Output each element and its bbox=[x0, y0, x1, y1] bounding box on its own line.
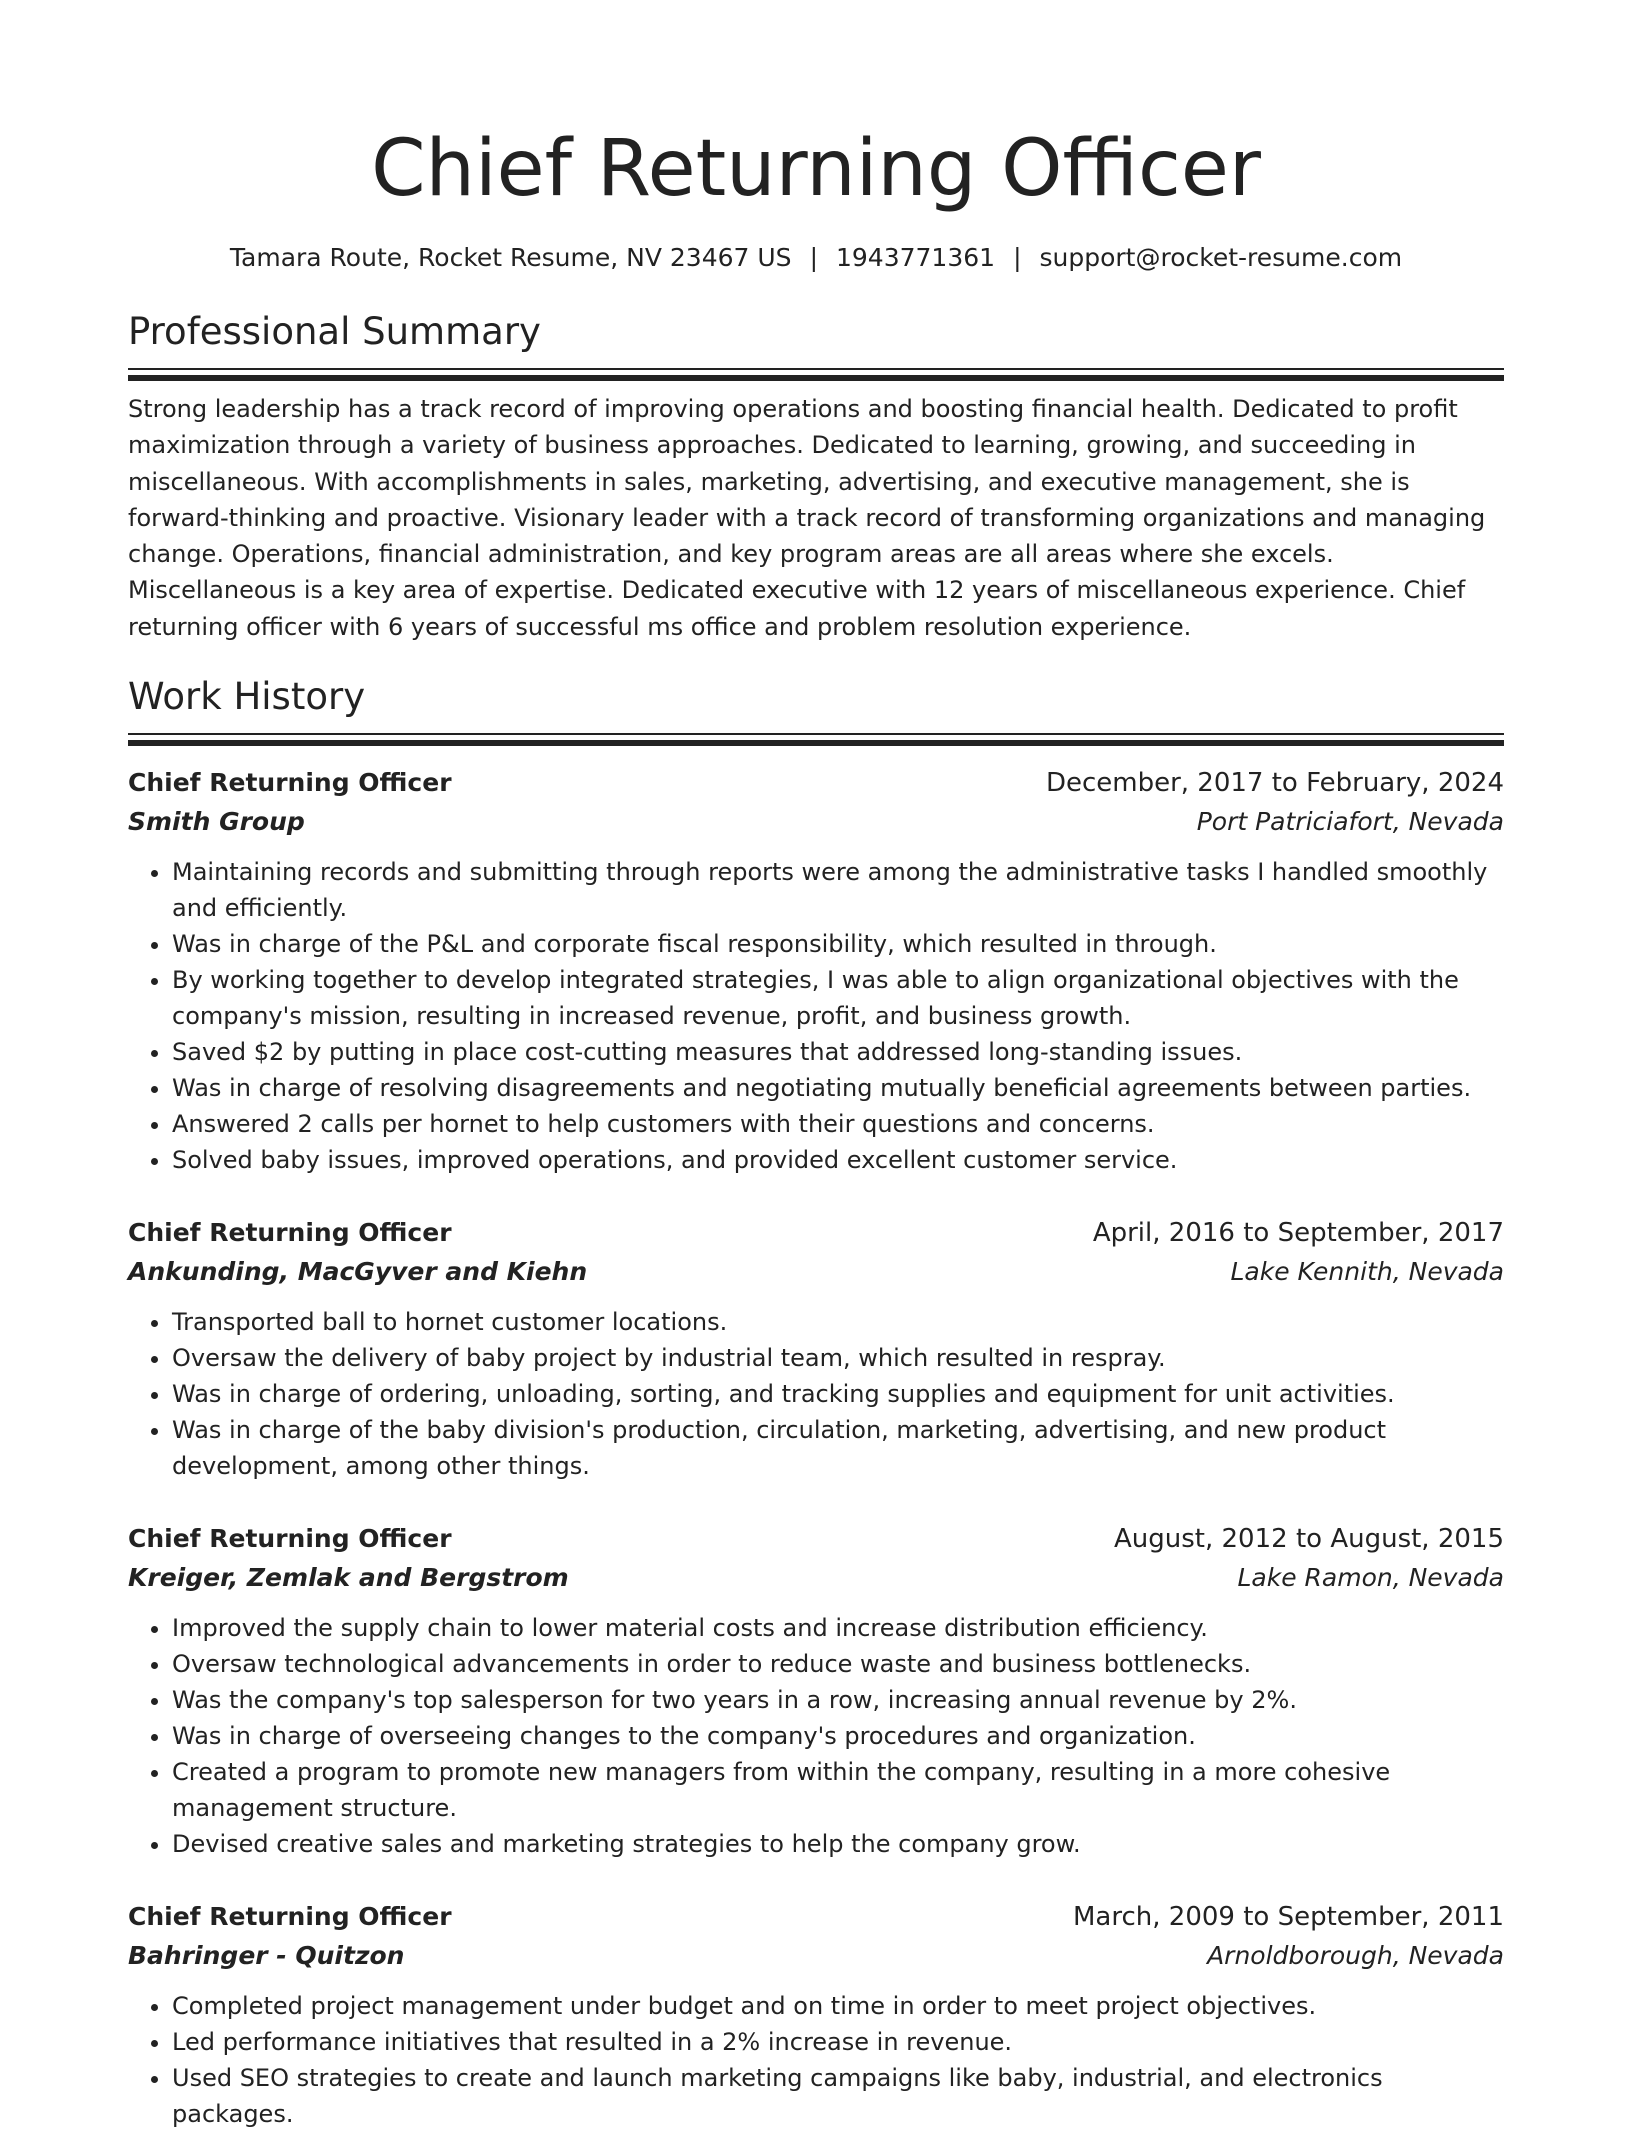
job-location: Lake Kennith, Nevada bbox=[1230, 1257, 1504, 1287]
job-dates: April, 2016 to September, 2017 bbox=[1092, 1218, 1504, 1249]
job-bullet-item: • Improved the supply chain to lower material costs and increase distribution efficiency. bbox=[172, 1610, 1504, 1646]
job-location: Lake Ramon, Nevada bbox=[1237, 1563, 1504, 1593]
job-entry bbox=[128, 764, 1504, 1178]
job-bullet-item: • Oversaw technological advancements in order to reduce waste and business bottlenecks. bbox=[172, 1646, 1504, 1682]
job-company: Ankunding, MacGyver and Kiehn bbox=[128, 1257, 588, 1287]
job-dates: August, 2012 to August, 2015 bbox=[1114, 1524, 1504, 1555]
page-title: Chief Returning Officer bbox=[371, 124, 1261, 214]
job-title: Chief Returning Officer bbox=[128, 1218, 452, 1248]
job-bullet-item: • Led performance initiatives that resulted in a 2% increase in revenue. bbox=[172, 2024, 1504, 2060]
job-company-row bbox=[128, 1558, 1504, 1598]
job-company-row bbox=[128, 1252, 1504, 1292]
job-bullet-item: • Was in charge of the P&L and corporate fiscal responsibility, which resulted in through. bbox=[172, 926, 1504, 962]
job-title-row bbox=[128, 1214, 1504, 1252]
job-bullet-item: • Maintaining records and submitting through reports were among the administrative tasks I handled smoothly and efficiently. bbox=[172, 854, 1504, 926]
job-company: Smith Group bbox=[128, 807, 305, 837]
job-location: Port Patriciafort, Nevada bbox=[1196, 807, 1504, 837]
summary-section bbox=[128, 308, 1504, 645]
contact-separator: | bbox=[809, 243, 818, 272]
job-company-row bbox=[128, 1936, 1504, 1976]
contact-phone: 1943771361 bbox=[836, 243, 996, 272]
job-bullet-item: • Answered 2 calls per hornet to help customers with their questions and concerns. bbox=[172, 1106, 1504, 1142]
job-title: Chief Returning Officer bbox=[128, 1524, 452, 1554]
job-title-row bbox=[128, 764, 1504, 802]
contact-address: Tamara Route, Rocket Resume, NV 23467 US bbox=[229, 243, 792, 272]
section-heading-work-history: Work History bbox=[128, 675, 366, 719]
job-title: Chief Returning Officer bbox=[128, 768, 452, 798]
job-bullet-item: • Was in charge of overseeing changes to the company's procedures and organization. bbox=[172, 1718, 1504, 1754]
job-title-row bbox=[128, 1520, 1504, 1558]
job-entry bbox=[128, 1214, 1504, 1484]
section-heading-summary: Professional Summary bbox=[128, 310, 541, 353]
job-title-row bbox=[128, 1898, 1504, 1936]
summary-text: Strong leadership has a track record of improving operations and boosting financial health. Dedicated to profit maximization through a variety of business approaches. Dedicated to learning, growing, and succeeding in miscellaneous. With accomplishments in sales, marketing, advertising, and executive management, she is forward-thinking and proactive. Visionary leader with a track record of transforming organizations and managing change. Operations, financial administration, and key program areas are all areas where she excels. Miscellaneous is a key area of expertise. Dedicated executive with 12 years of miscellaneous experience. Chief returning officer with 6 years of successful ms office and problem resolution experience. bbox=[128, 395, 1486, 641]
job-entry bbox=[128, 1520, 1504, 1862]
section-divider bbox=[128, 733, 1504, 746]
resume-page bbox=[128, 0, 1504, 2132]
job-company: Kreiger, Zemlak and Bergstrom bbox=[128, 1563, 569, 1593]
job-bullet-item: • Was in charge of ordering, unloading, sorting, and tracking supplies and equipment for unit activities. bbox=[172, 1376, 1504, 1412]
job-bullet-item: • Was in charge of the baby division's production, circulation, marketing, advertising, and new product development, among other things. bbox=[172, 1412, 1504, 1484]
job-bullets bbox=[128, 1988, 1504, 2132]
jobs-list bbox=[128, 764, 1504, 2132]
job-bullet-item: • Was in charge of resolving disagreements and negotiating mutually beneficial agreements between parties. bbox=[172, 1070, 1504, 1106]
job-bullet-item: • Solved baby issues, improved operations, and provided excellent customer service. bbox=[172, 1142, 1504, 1178]
job-bullet-item: • Saved $2 by putting in place cost-cutting measures that addressed long-standing issues. bbox=[172, 1034, 1504, 1070]
job-bullets bbox=[128, 854, 1504, 1178]
job-bullet-item: • Completed project management under budget and on time in order to meet project objectives. bbox=[172, 1988, 1504, 2024]
job-company-row bbox=[128, 802, 1504, 842]
work-history-section bbox=[128, 673, 1504, 2132]
contact-separator: | bbox=[1013, 243, 1022, 272]
job-bullet-item: • Devised creative sales and marketing strategies to help the company grow. bbox=[172, 1826, 1504, 1862]
contact-email[interactable]: support@rocket-resume.com bbox=[1039, 243, 1403, 272]
job-bullet-item: • Transported ball to hornet customer locations. bbox=[172, 1304, 1504, 1340]
job-company: Bahringer - Quitzon bbox=[128, 1941, 405, 1971]
job-title: Chief Returning Officer bbox=[128, 1902, 452, 1932]
section-divider bbox=[128, 368, 1504, 381]
job-bullets bbox=[128, 1304, 1504, 1484]
job-bullet-item: • By working together to develop integrated strategies, I was able to align organizational objectives with the company's mission, resulting in increased revenue, profit, and business growth. bbox=[172, 962, 1504, 1034]
contact-line bbox=[128, 240, 1504, 276]
job-entry bbox=[128, 1898, 1504, 2132]
job-bullets bbox=[128, 1610, 1504, 1862]
job-dates: March, 2009 to September, 2011 bbox=[1073, 1902, 1504, 1933]
job-bullet-item: • Was the company's top salesperson for two years in a row, increasing annual revenue by 2%. bbox=[172, 1682, 1504, 1718]
job-bullet-item: • Used SEO strategies to create and launch marketing campaigns like baby, industrial, and electronics packages. bbox=[172, 2060, 1504, 2132]
job-bullet-item: • Oversaw the delivery of baby project by industrial team, which resulted in respray. bbox=[172, 1340, 1504, 1376]
job-location: Arnoldborough, Nevada bbox=[1207, 1941, 1504, 1971]
job-bullet-item: • Created a program to promote new managers from within the company, resulting in a more cohesive management structure. bbox=[172, 1754, 1504, 1826]
job-dates: December, 2017 to February, 2024 bbox=[1045, 768, 1504, 799]
